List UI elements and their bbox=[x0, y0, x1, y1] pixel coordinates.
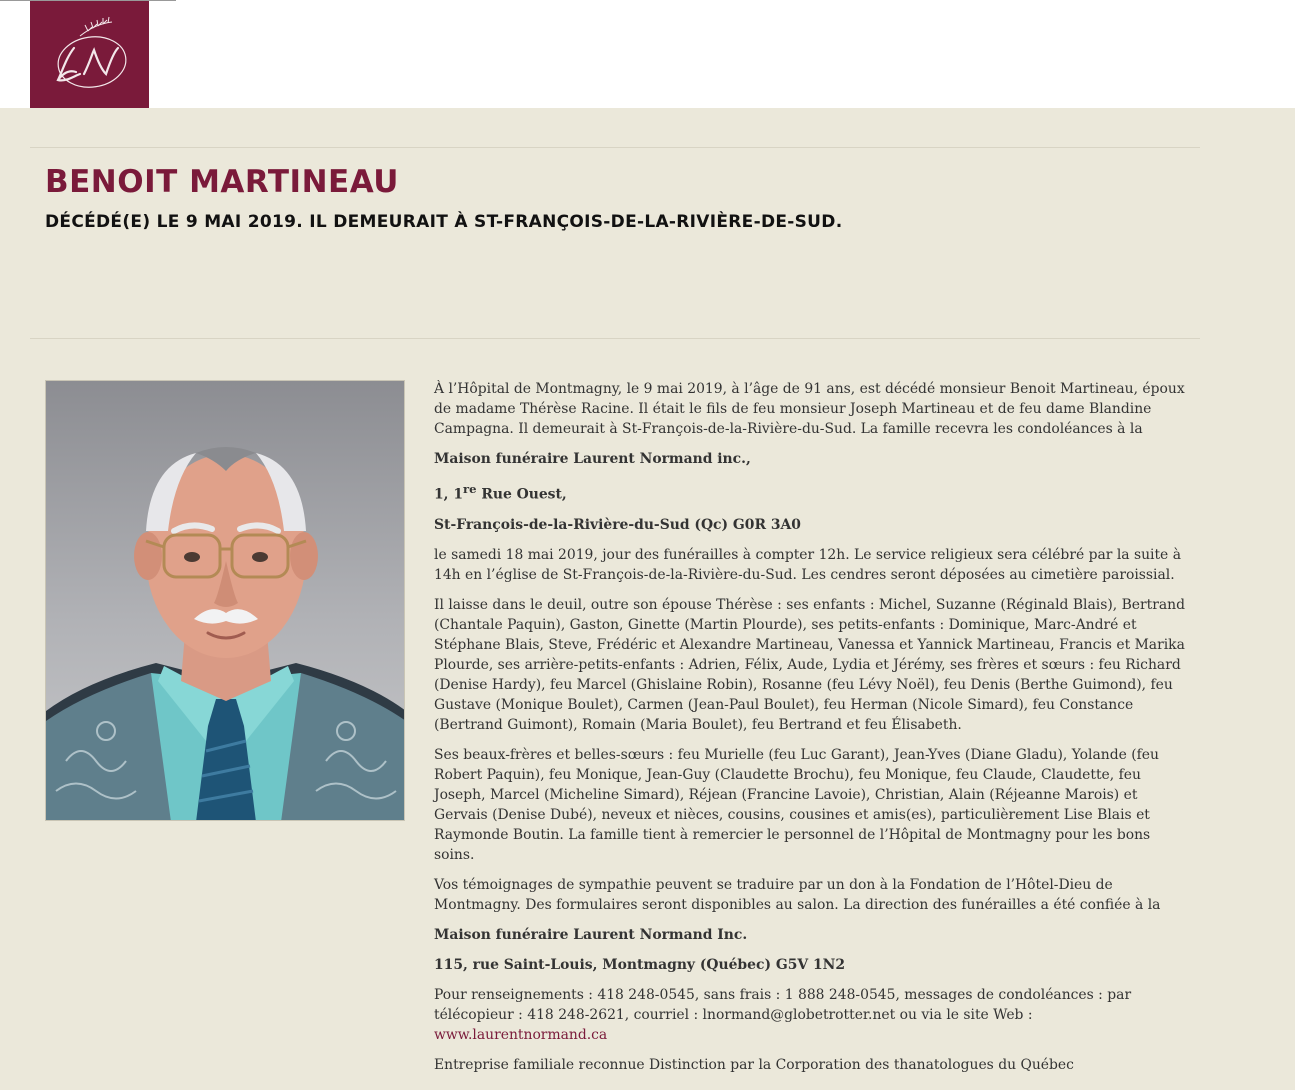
contact-text: Pour renseignements : 418 248-0545, sans frais : 1 888 248-0545, messages de condoléances : par télécopieur : 418 248-2621, courriel : lnormand@globetrotter.net ou via le site Web : bbox=[434, 986, 1132, 1023]
funeral-details: le samedi 18 mai 2019, jour des funérailles à compter 12h. Le service religieux sera célébré par la suite à 14h en l’église de St-François-de-la-Rivière-du-Sud. Les cendres seront déposées au cimetière paroissial. bbox=[434, 546, 1181, 583]
portrait-image bbox=[46, 381, 405, 821]
funeral-home-name: Maison funéraire Laurent Normand inc., bbox=[434, 451, 751, 467]
funeral-director-name: Maison funéraire Laurent Normand Inc. bbox=[434, 926, 748, 943]
website-link[interactable]: www.laurentnormand.ca bbox=[434, 1026, 608, 1043]
death-notice-subtitle: DÉCÉDÉ(E) LE 9 MAI 2019. IL DEMEURAIT À ST-FRANÇOIS-DE-LA-RIVIÈRE-DE-SUD. bbox=[45, 212, 843, 232]
site-header bbox=[0, 0, 1295, 108]
divider-bottom bbox=[30, 338, 1200, 339]
in-laws: Ses beaux-frères et belles-sœurs : feu Murielle (feu Luc Garant), Jean-Yves (Diane Gladu), Yolande (feu Robert Paquin), feu Monique, Jean-Guy (Claudette Brochu), feu Monique, feu Claude, Claudette, feu Joseph, Marcel (Micheline Simard), Réjean (Francine Lavoie), Christian, Alain (Réjeanne Marois) et Gervais (Denise Dubé), neveux et nièces, cousins, cousines et amis(es), particulièrement Lise Blais et Raymonde Boutin. La famille tient à remercier le personnel de l’Hôpital de Montmagny pour les bons soins. bbox=[434, 746, 1159, 863]
footer-note: Entreprise familiale reconnue Distinction par la Corporation des thanatologues du Québec bbox=[434, 1056, 1074, 1073]
contact-info bbox=[434, 985, 1194, 1045]
funeral-director-address: 115, rue Saint-Louis, Montmagny (Québec) G5V 1N2 bbox=[434, 956, 846, 973]
site-logo[interactable] bbox=[30, 1, 149, 108]
obituary-intro: À l’Hôpital de Montmagny, le 9 mai 2019, à l’âge de 91 ans, est décédé monsieur Benoit Martineau, époux de madame Thérèse Racine. Il était le fils de feu monsieur Joseph Martineau et de feu dame Blandine Campagna. Il demeurait à St-François-de-la-Rivière-du-Sud. La famille recevra les condoléances à la bbox=[434, 381, 1185, 437]
deceased-photo bbox=[45, 380, 405, 821]
family-survivors: Il laisse dans le deuil, outre son épouse Thérèse : ses enfants : Michel, Suzanne (Réginald Blais), Bertrand (Chantale Paquin), Gaston, Ginette (Martin Plourde), ses petits-enfants : Dominique, Marc-André et Stéphane Blais, Steve, Frédéric et Alexandre Martineau, Vanessa et Yannick Martineau, Francis et Marika Plourde, ses arrière-petits-enfants : Adrien, Félix, Aude, Lydia et Jérémy, ses frères et sœurs : feu Richard (Denise Hardy), feu Marcel (Ghislaine Robin), Rosanne (feu Lévy Noël), feu Denis (Berthe Guimond), feu Gustave (Monique Boulet), Carmen (Jean-Paul Boulet), feu Herman (Nicole Simard), feu Constance (Bertrand Guimont), Romain (Maria Boulet), feu Bertrand et feu Élisabeth. bbox=[434, 596, 1185, 733]
deceased-name: BENOIT MARTINEAU bbox=[45, 164, 399, 200]
street-number: 1, 1 bbox=[434, 486, 464, 503]
obituary-body bbox=[434, 379, 1194, 1085]
funeral-home-city: St-François-de-la-Rivière-du-Sud (Qc) G0R 3A0 bbox=[434, 516, 801, 533]
street-name: Rue Ouest, bbox=[476, 486, 567, 503]
donation-info: Vos témoignages de sympathie peuvent se traduire par un don à la Fondation de l’Hôtel-Dieu de Montmagny. Des formulaires seront disponibles au salon. La direction des funérailles a été confiée à la bbox=[434, 876, 1161, 913]
logo-emblem-icon bbox=[40, 10, 140, 100]
divider-top bbox=[30, 147, 1200, 148]
funeral-home-street bbox=[434, 479, 1194, 505]
street-ordinal: re bbox=[463, 482, 477, 496]
